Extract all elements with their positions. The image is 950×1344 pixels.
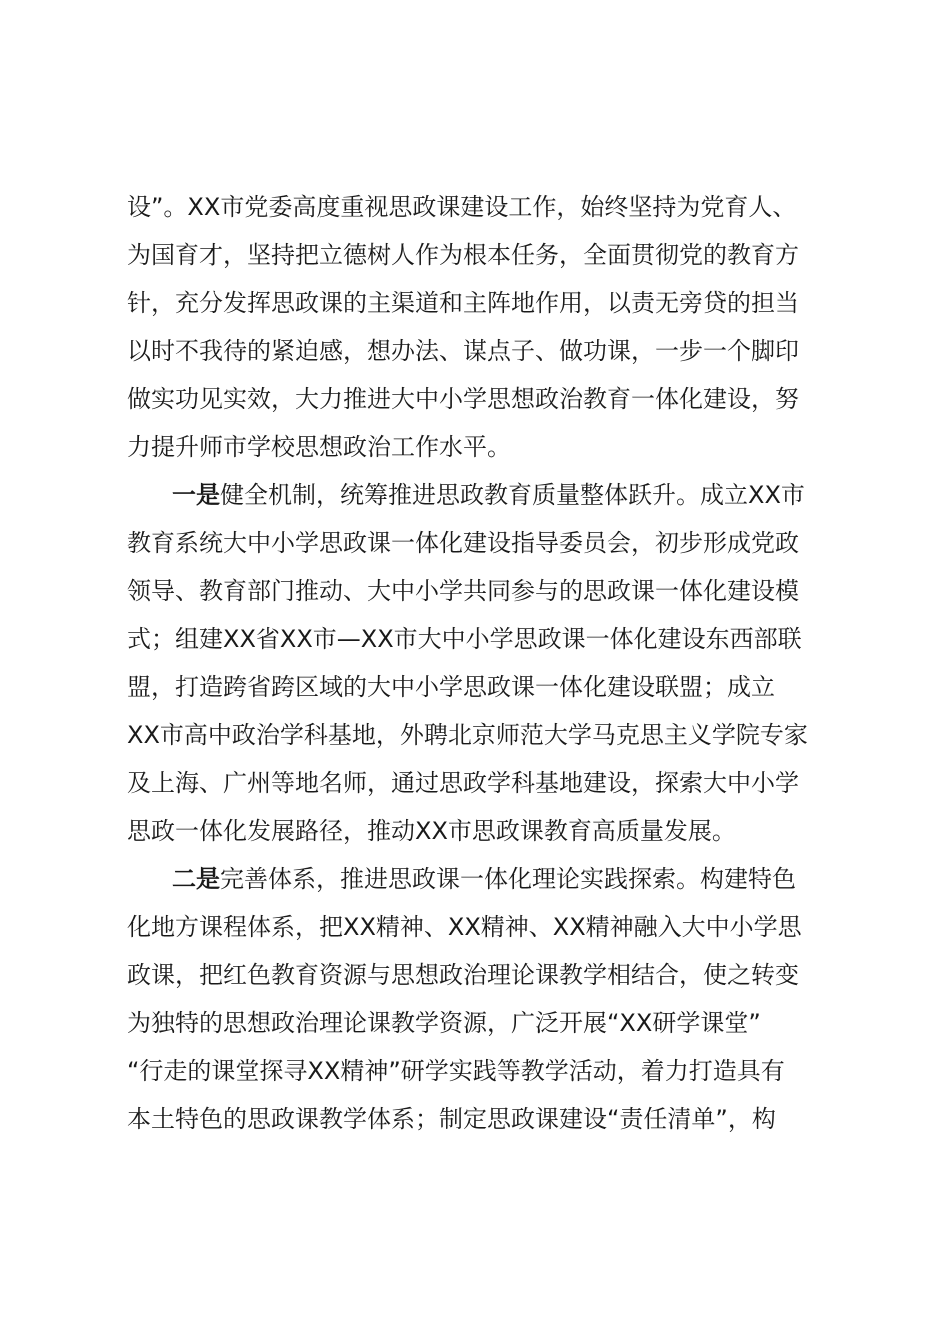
text-line: 二是完善体系，推进思政课一体化理论实践探索。构建特色	[172, 865, 796, 893]
text-line: 做实功见实效，大力推进大中小学思想政治教育一体化建设，努	[127, 385, 799, 413]
text-line: 以时不我待的紧迫感，想办法、谋点子、做功课，一步一个脚印	[127, 337, 799, 365]
text-line: 为国育才，坚持把立德树人作为根本任务，全面贯彻党的教育方	[127, 241, 799, 269]
text-line: 力提升师市学校思想政治工作水平。	[127, 433, 511, 461]
paragraph-intro	[127, 183, 853, 471]
paragraph-second-point	[127, 855, 853, 1143]
text-line: 化地方课程体系，把XX精神、XX精神、XX精神融入大中小学思	[127, 913, 802, 941]
text-line: 设”。XX市党委高度重视思政课建设工作，始终坚持为党育人、	[127, 193, 797, 221]
text-line: 本土特色的思政课教学体系；制定思政课建设“责任清单”，构	[127, 1105, 776, 1133]
text-line: 式；组建XX省XX市—XX市大中小学思政课一体化建设东西部联	[127, 625, 802, 653]
point-lead: 二是	[172, 865, 220, 893]
text-line: 针，充分发挥思政课的主渠道和主阵地作用，以责无旁贷的担当	[127, 289, 799, 317]
text-line: 政课，把红色教育资源与思想政治理论课教学相结合，使之转变	[127, 961, 799, 989]
text-line: 及上海、广州等地名师，通过思政学科基地建设，探索大中小学	[127, 769, 799, 797]
text-line: “行走的课堂探寻XX精神”研学实践等教学活动，着力打造具有	[127, 1057, 785, 1085]
text-line: 领导、教育部门推动、大中小学共同参与的思政课一体化建设模	[127, 577, 799, 605]
paragraph-first-point	[127, 471, 853, 855]
document-body	[127, 183, 853, 1143]
text-line: XX市高中政治学科基地，外聘北京师范大学马克思主义学院专家	[127, 721, 808, 749]
text-line: 盟，打造跨省跨区域的大中小学思政课一体化建设联盟；成立	[127, 673, 775, 701]
text-line: 一是健全机制，统筹推进思政教育质量整体跃升。成立XX市	[172, 481, 805, 509]
text-line: 为独特的思想政治理论课教学资源，广泛开展“XX研学课堂”	[127, 1009, 761, 1037]
point-lead: 一是	[172, 481, 220, 509]
text-line: 教育系统大中小学思政课一体化建设指导委员会，初步形成党政	[127, 529, 799, 557]
text-line: 思政一体化发展路径，推动XX市思政课教育高质量发展。	[127, 817, 736, 845]
